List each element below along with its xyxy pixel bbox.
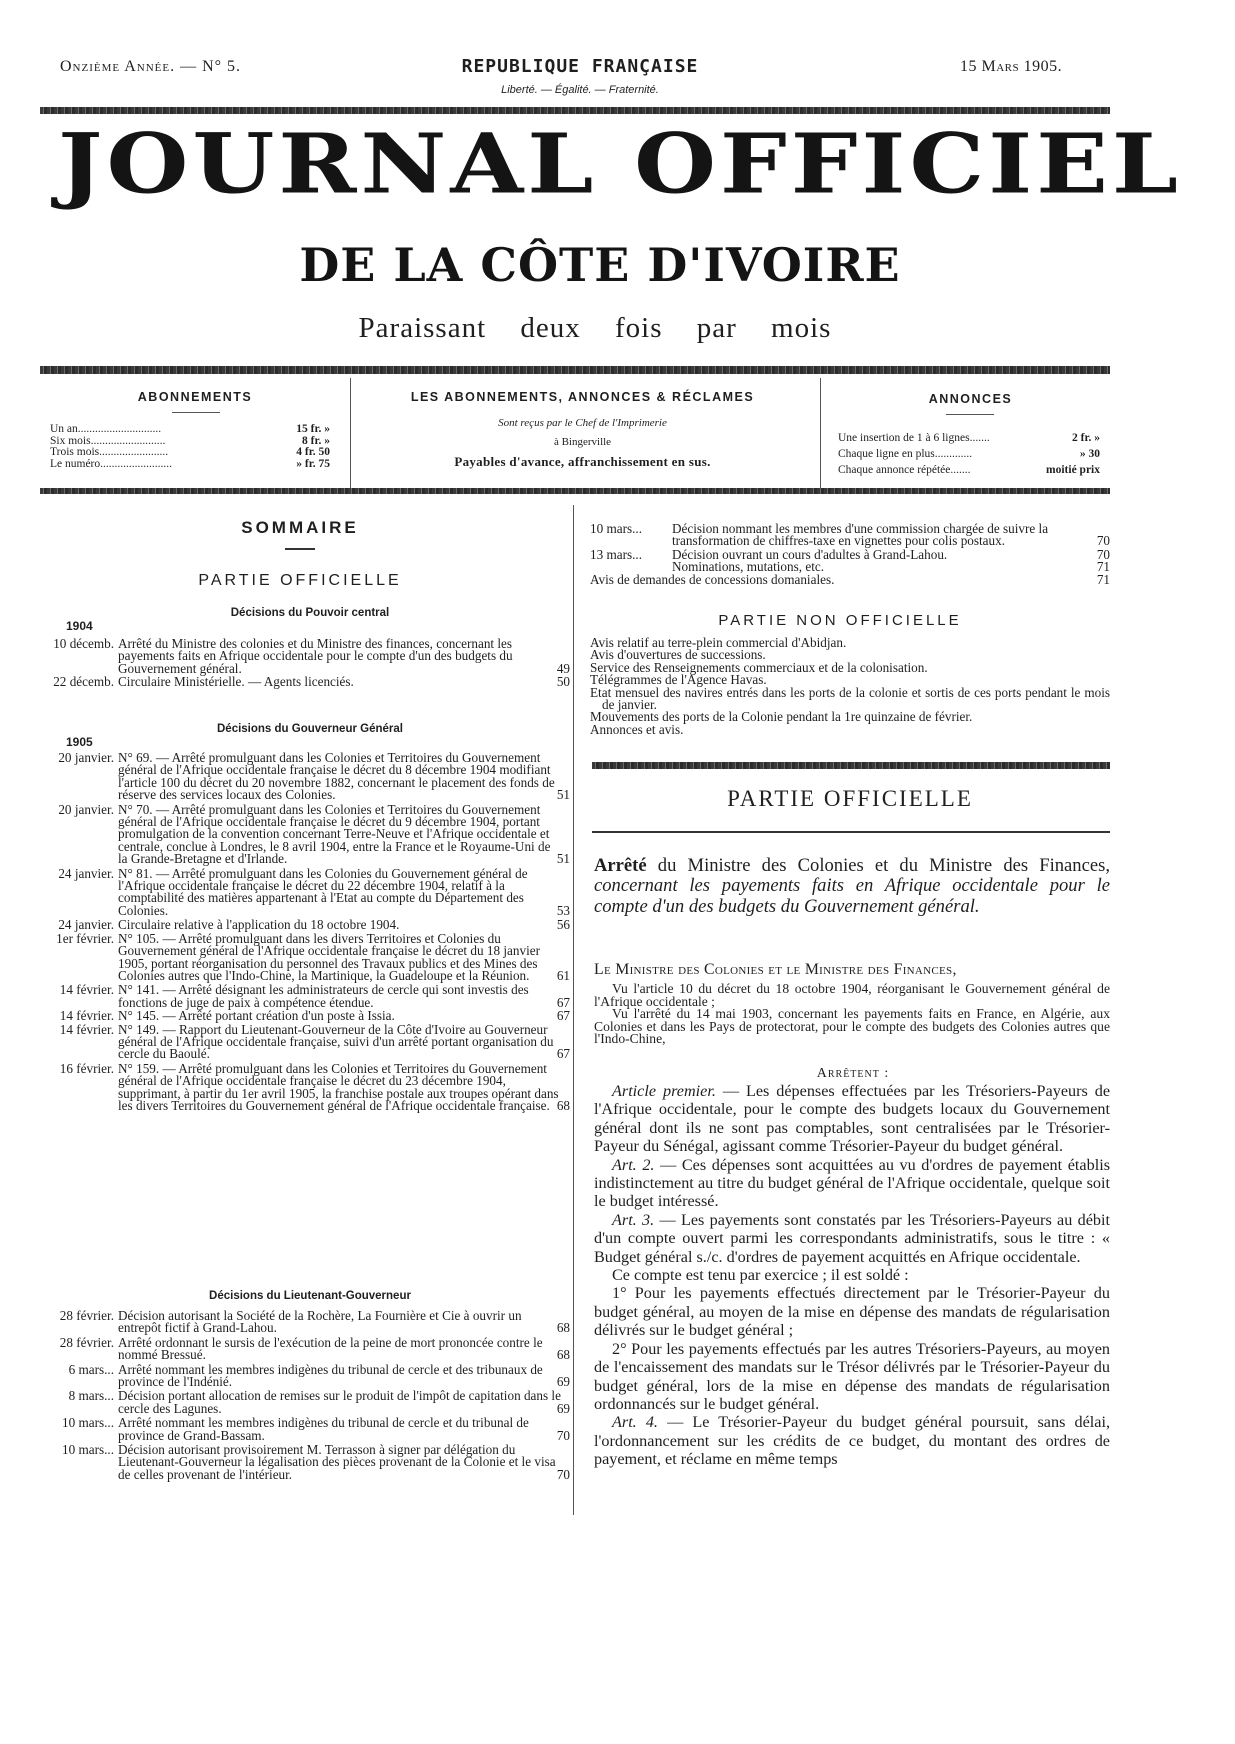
publication-frequency: Paraissant deux fois par mois [358,312,832,344]
article-arretent: Arrêtent : [816,1066,890,1081]
right-column-rule [592,762,1110,769]
sommaire-ornament [285,548,315,550]
toc-entry: 10 décemb. Arrêté du Ministre des colonies et du Ministre des finances, concernant les payements faits en Afrique occidentale pour le compte d'un des budgets du Gouvernement général. 49 [53,636,570,676]
toc-entry: 13 mars... Décision ouvrant un cours d'adultes à Grand-Lahou. 70 [590,546,1110,562]
toc-entry: 8 mars... Décision portant allocation de remises sur le produit de l'impôt de capitation dans le cercle des Lagunes. 69 [68,1388,570,1416]
toc-entry: 20 janvier. N° 69. — Arrêté promulguant dans les Colonies et Territoires du Gouvernement général de l'Afrique occidentale française le décret du 8 décembre 1904 modifiant l'article 100 du décret du 20 novembre 1882, concernant le placement des fonds de réserve des services locaux des Colonies. 51 [58,750,570,803]
year-1905: 1905 [66,735,93,749]
toc-entry: Avis de demandes de concessions domaniales. 71 [590,571,1110,587]
article-considerants [594,983,1110,1046]
toc-pouvoir-central [30,638,570,689]
list-item: Service des Renseignements commerciaux et de la colonisation. [590,659,928,675]
issue-number: Onzième Année. — N° 5. [60,58,242,75]
header-rule-bottom [40,488,1110,494]
subscriptions-box [50,382,340,484]
article-body [594,1082,1110,1469]
section-gouverneur-general: Décisions du Gouverneur Général [217,723,403,735]
toc-entry: 24 janvier. N° 81. — Arrêté promulguant dans les Colonies du Gouvernement général de l'Afrique occidentale française le décret du 22 décembre 1904, relatif à la comptabilité des matières appartenant à l'Etat au compte du Département des Colonies. 53 [58,865,570,918]
header-rule-middle [40,366,1110,374]
toc-entry: 1er février. N° 105. — Arrêté promulguant dans les divers Territoires et Colonies du Gouvernement général de l'Afrique occidentale française le décret du 18 janvier 1905, portant réorganisation du personnel des Travaux publics et des Mines des Colonies autres que l'Indo-Chine, la Martinique, la Guadeloupe et la Réunion. 61 [56,930,570,983]
list-item: Mouvements des ports de la Colonie pendant la 1re quinzaine de février. [590,709,973,725]
box-divider-2 [820,378,821,488]
center-box-line2: à Bingerville [553,436,612,448]
paragraph: Art. 2. — Ces dépenses sont acquittées au vu d'ordres de payement établis indistinctement au titre du budget général de l'Afrique occidentale, quelque soit le budget intéressé. [594,1155,1110,1211]
journal-title: JOURNAL OFFICIEL [58,116,1182,213]
announcements-heading: ANNONCES [928,392,1013,406]
partie-non-officielle-title: PARTIE NON OFFICIELLE [718,612,962,629]
toc-entry: 6 mars... Arrêté nommant les membres indigènes du tribunal de cercle et des tribunaux de province de l'Indénié. 69 [68,1361,570,1390]
subscriptions-list: Un an............................. 15 fr. » Six mois.......................... 8 fr. » Trois mois........................ 4 fr. 50 Le numéro......................... » fr. 75 [50,423,330,470]
column-divider [573,505,574,1515]
paragraph: Article premier. — Les dépenses effectuées par les Trésoriers-Payeurs de l'Afrique occidentale, pour le compte des budgets locaux du Gouvernement général dont ils ne sont pas comptables, sont centralisées par le Trésorier-Payeur du Sénégal, agissant comme Trésorier-Payeur du budget général. [594,1082,1111,1156]
list-item: Etat mensuel des navires entrés dans les ports de la colonie et sortis de ces ports pendant le mois de janvier. [590,684,1110,713]
toc-entry: 28 février. Arrêté ordonnant le sursis de l'exécution de la peine de mort prononcée contre le nommé Bressué. 68 [59,1334,570,1363]
announcements-box [838,382,1103,484]
paragraph: 1° Pour les payements effectués directement par le Trésorier-Payeur du budget général, au moyen de la mise en dépense des mandats de régularisation délivrés sur le budget général ; [594,1284,1110,1340]
toc-entry: 14 février. N° 141. — Arrêté désignant les administrateurs de cercle qui sont investis des fonctions de juge de paix à compétence étendue. 67 [59,982,570,1010]
toc-gouverneur-general [30,752,570,1112]
paragraph: Art. 3. — Les payements sont constatés par les Trésoriers-Payeurs au débit d'un compte ouvert parmi les correspondants administratifs, sous le titre : « Budget général s./c. d'ordres de payement acquittés en Afrique occidentale. [594,1210,1110,1266]
paragraph: 2° Pour les payements effectués par les autres Trésoriers-Payeurs, au moyen de l'encaissement des mandats sur le Trésor délivrés par le Trésorier-Payeur du budget général, lors de la mise en dépense des mandats de régularisation ordonnancés sur le budget général. [594,1339,1110,1413]
toc-entry: 14 février. N° 149. — Rapport du Lieutenant-Gouverneur de la Côte d'Ivoire au Gouverneur général de l'Afrique occidentale française, suivi d'un arrêté portant organisation du cercle du Baoulé. 67 [59,1021,570,1062]
center-box-line1: Sont reçus par le Chef de l'Imprimerie [498,417,667,429]
toc-entry: 20 janvier. N° 70. — Arrêté promulguant dans les Colonies et Territoires du Gouvernement général de l'Afrique occidentale française le décret du 9 décembre 1904, portant promulgation de la convention concernant Terre-Neuve et l'Afrique occidentale et centrale, conclue à Londres, le 8 avril 1904, entre la France et le Royaume-Uni de la Grande-Bretagne et d'Irlande. 51 [58,801,570,867]
non-officielle-list [590,637,1110,736]
toc-entry: 10 mars... Arrêté nommant les membres indigènes du tribunal de cercle et du tribunal de province de Grand-Bassam. 70 [61,1415,570,1443]
header-rule-top [40,107,1110,114]
republic-motto: Liberté. — Égalité. — Fraternité. [501,84,659,96]
toc-entry: 22 décemb. Circulaire Ministérielle. — Agents licenciés. 50 [53,674,570,690]
journal-subtitle: DE LA CÔTE D'IVOIRE [299,238,901,292]
issue-date: 15 Mars 1905. [960,58,1063,75]
article-section-rule [592,831,1110,833]
sommaire-title: SOMMAIRE [241,518,359,537]
center-box-line3: Payables d'avance, affranchissement en sus. [454,454,711,469]
section-pouvoir-central: Décisions du Pouvoir central [230,607,390,619]
announcements-list: Une insertion de 1 à 6 lignes....... 2 fr. » Chaque ligne en plus............. » 30 Chaque annonce répétée....... moitié prix [838,432,1100,476]
box-divider-1 [350,378,351,488]
paragraph: Vu l'arrêté du 14 mai 1903, concernant les payements faits en France, en Algérie, aux Colonies et dans les Pays de protectorat, pour le compte des budgets des Colonies autres que l'Indo-Chine, [594,1006,1110,1047]
paragraph: Vu l'article 10 du décret du 18 octobre 1904, réorganisant le Gouvernement général de l'Afrique occidentale ; [594,981,1110,1009]
article-intro: Le Ministre des Colonies et le Ministre des Finances, [594,961,957,978]
toc-entry: 10 mars... Décision autorisant provisoirement M. Terrasson à signer par délégation du Lieutenant-Gouverneur la légalisation des pièces provenant de la Colonie et le visa de celles provenant de l'intérieur. 70 [61,1442,570,1482]
list-item: Télégrammes de l'Agence Havas. [590,672,767,688]
list-item: Avis d'ouvertures de successions. [590,647,766,663]
center-box [355,382,810,484]
year-1904: 1904 [66,619,93,633]
toc-lieutenant-gouverneur [30,1310,570,1481]
list-item: Annonces et avis. [590,721,684,737]
list-item: Avis relatif au terre-plein commercial d'Abidjan. [590,635,847,650]
toc-entry: Nominations, mutations, etc. 71 [672,559,1110,575]
republic-label: REPUBLIQUE FRANÇAISE [461,56,699,77]
paragraph: Art. 4. — Le Trésorier-Payeur du budget général poursuit, sans délai, l'ordonnancement sur les crédits de ce budget, du montant des ordres de payement, et réclame en même temps [594,1413,1110,1469]
article-section-title: PARTIE OFFICIELLE [727,786,973,811]
toc-right-continuation [590,523,1110,586]
sommaire-partie-officielle: PARTIE OFFICIELLE [198,572,402,589]
subscriptions-heading: ABONNEMENTS [137,390,253,404]
center-box-heading: LES ABONNEMENTS, ANNONCES & RÉCLAMES [410,390,755,404]
toc-entry: 14 février. N° 145. — Arrêté portant création d'un poste à Issia. 67 [59,1008,570,1024]
article-heading: Arrêté du Ministre des Colonies et du Ministre des Finances, concernant les payements faits en Afrique occidentale pour le compte d'un des budgets du Gouvernement général. [594,855,1110,917]
paragraph: Ce compte est tenu par exercice ; il est soldé : [612,1266,909,1285]
section-lieutenant-gouverneur: Décisions du Lieutenant-Gouverneur [209,1290,411,1302]
toc-entry: 16 février. N° 159. — Arrêté promulguant dans les Colonies et Territoires du Gouvernement général de l'Afrique occidentale française le décret du 23 décembre 1904, supprimant, à partir du 1er avril 1905, la franchise postale aux troupes opérant dans les divers Territoires du Gouvernement général de l'Afrique occidentale française. 68 [59,1060,570,1113]
toc-entry: 28 février. Décision autorisant la Société de la Rochère, La Fournière et Cie à ouvrir un entrepôt fictif à Grand-Lahou. 68 [59,1308,570,1336]
toc-entry: 24 janvier. Circulaire relative à l'application du 18 octobre 1904. 56 [58,917,570,933]
toc-entry: 10 mars... Décision nommant les membres d'une commission chargée de suivre la transformation de chiffres-taxe en vignettes pour colis postaux. 70 [590,521,1110,549]
